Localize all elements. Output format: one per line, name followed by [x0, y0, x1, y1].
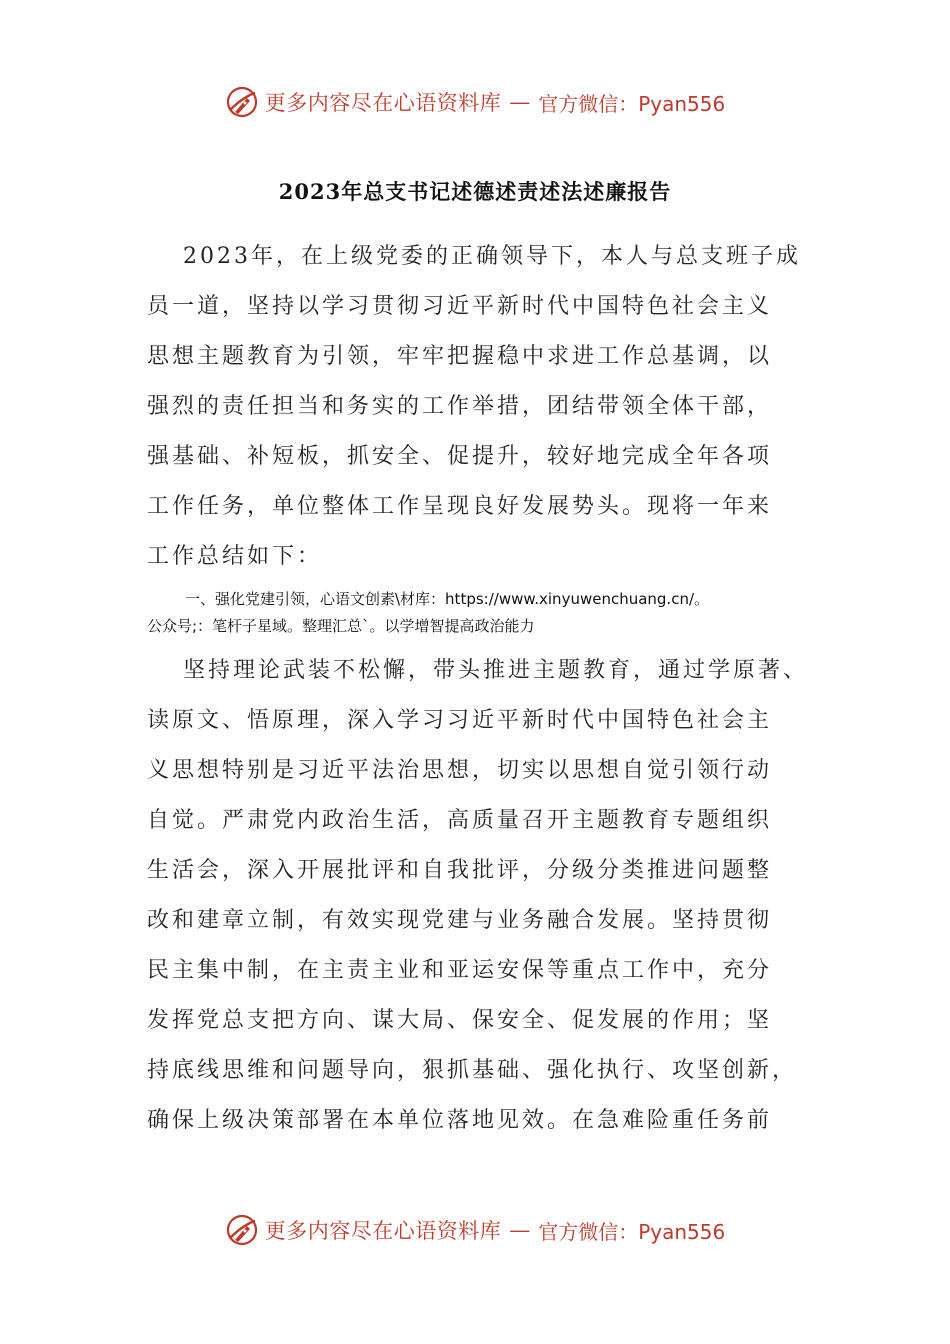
paragraph-line: 改和建章立制，有效实现党建与业务融合发展。坚持贯彻 — [147, 908, 773, 933]
paragraph-line: 强基础、补短板，抓安全、促提升，较好地完成全年各项 — [147, 444, 773, 469]
banner-contact: 官方微信：Pyan556 — [538, 91, 726, 116]
pen-nib-logo-icon — [225, 85, 259, 119]
paragraph-line: 思想主题教育为引领，牢牢把握稳中求进工作总基调，以 — [147, 344, 773, 369]
banner-separator: — — [509, 90, 531, 114]
paragraph-line: 自觉。严肃党内政治生活，高质量召开主题教育专题组织 — [147, 808, 773, 833]
paragraph-line: 义思想特别是习近平法治思想，切实以思想自觉引领行动 — [147, 758, 773, 783]
paragraph-line: 坚持理论武装不松懈，带头推进主题教育，通过学原著、 — [183, 658, 809, 683]
section-heading-line: 一、强化党建引领，心语文创素\材库：https://www.xinyuwenchuang.cn/。 — [185, 590, 710, 608]
paragraph-line: 工作总结如下： — [147, 544, 323, 569]
banner-site-name: 更多内容尽在心语资料库 — [264, 91, 502, 115]
section-heading-line: 公众号;：笔杆子星域。整理汇总`。以学增智提高政治能力 — [147, 617, 535, 635]
header-banner — [0, 82, 950, 122]
banner-site-name: 更多内容尽在心语资料库 — [264, 1219, 502, 1243]
banner-separator: — — [509, 1218, 531, 1242]
paragraph-line: 确保上级决策部署在本单位落地见效。在急难险重任务前 — [147, 1108, 773, 1133]
paragraph-line: 工作任务，单位整体工作呈现良好发展势头。现将一年来 — [147, 494, 773, 519]
paragraph-line: 强烈的责任担当和务实的工作举措，团结带领全体干部， — [147, 394, 773, 419]
body-paragraph — [147, 646, 827, 1146]
paragraph-line: 生活会，深入开展批评和自我批评，分级分类推进问题整 — [147, 858, 773, 883]
banner-contact: 官方微信：Pyan556 — [538, 1219, 726, 1244]
paragraph-line: 2023年，在上级党委的正确领导下，本人与总支班子成 — [183, 244, 801, 269]
paragraph-line: 发挥党总支把方向、谋大局、保安全、促发展的作用；坚 — [147, 1008, 773, 1033]
footer-banner — [0, 1210, 950, 1250]
section-heading — [147, 586, 827, 640]
intro-paragraph — [147, 232, 827, 582]
paragraph-line: 民主集中制，在主责主业和亚运安保等重点工作中，充分 — [147, 958, 773, 983]
paragraph-line: 员一道，坚持以学习贯彻习近平新时代中国特色社会主义 — [147, 294, 773, 319]
paragraph-line: 持底线思维和问题导向，狠抓基础、强化执行、攻坚创新， — [147, 1058, 798, 1083]
document-title: 2023年总支书记述德述责述法述廉报告 — [278, 179, 672, 204]
pen-nib-logo-icon — [225, 1213, 259, 1247]
paragraph-line: 读原文、悟原理，深入学习习近平新时代中国特色社会主 — [147, 708, 773, 733]
